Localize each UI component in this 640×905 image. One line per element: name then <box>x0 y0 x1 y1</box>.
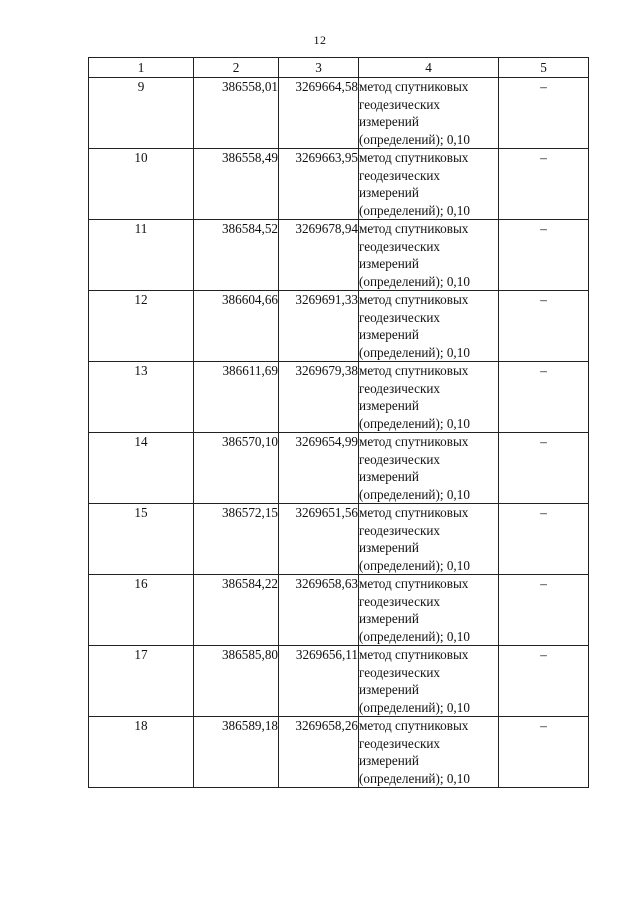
x-coordinate-cell: 386589,18 <box>194 717 279 788</box>
coordinates-table <box>88 57 589 788</box>
method-line: геодезических <box>359 522 441 538</box>
method-line: метод спутниковых <box>359 221 469 236</box>
method-line: метод спутниковых <box>359 434 469 449</box>
method-line: (определений); 0,10 <box>359 770 470 786</box>
x-coordinate-cell: 386584,52 <box>194 220 279 291</box>
y-coordinate-cell: 3269691,33 <box>279 291 359 362</box>
method-line: геодезических <box>359 309 441 325</box>
table-header <box>89 58 589 78</box>
description-cell: – <box>499 717 589 788</box>
method-line: метод спутниковых <box>359 363 469 378</box>
method-line: геодезических <box>359 735 441 751</box>
point-number-cell: 12 <box>89 291 194 362</box>
method-line: (определений); 0,10 <box>359 344 470 360</box>
method-line: измерений <box>359 185 419 200</box>
method-line: метод спутниковых <box>359 576 469 591</box>
method-line: (определений); 0,10 <box>359 131 470 147</box>
y-coordinate-cell: 3269679,38 <box>279 362 359 433</box>
method-line: метод спутниковых <box>359 79 469 94</box>
method-line: измерений <box>359 114 419 129</box>
method-line: измерений <box>359 753 419 768</box>
method-cell <box>359 717 499 788</box>
y-coordinate-cell: 3269678,94 <box>279 220 359 291</box>
method-line: (определений); 0,10 <box>359 202 470 218</box>
method-line: метод спутниковых <box>359 505 469 520</box>
method-line: (определений); 0,10 <box>359 273 470 289</box>
description-cell: – <box>499 220 589 291</box>
method-line: геодезических <box>359 593 441 609</box>
method-cell <box>359 504 499 575</box>
method-line: измерений <box>359 469 419 484</box>
description-cell: – <box>499 504 589 575</box>
method-cell <box>359 433 499 504</box>
method-line: метод спутниковых <box>359 647 469 662</box>
method-line: измерений <box>359 327 419 342</box>
method-line: метод спутниковых <box>359 718 469 733</box>
method-cell <box>359 149 499 220</box>
table-row <box>89 575 589 646</box>
point-number-cell: 18 <box>89 717 194 788</box>
y-coordinate-cell: 3269654,99 <box>279 433 359 504</box>
method-line: геодезических <box>359 96 441 112</box>
method-cell <box>359 646 499 717</box>
header-col-1: 1 <box>89 58 194 78</box>
method-line: метод спутниковых <box>359 150 469 165</box>
method-line: (определений); 0,10 <box>359 557 470 573</box>
x-coordinate-cell: 386558,49 <box>194 149 279 220</box>
table-row <box>89 362 589 433</box>
point-number-cell: 17 <box>89 646 194 717</box>
x-coordinate-cell: 386558,01 <box>194 78 279 149</box>
table-body <box>89 78 589 788</box>
table-row <box>89 149 589 220</box>
point-number-cell: 16 <box>89 575 194 646</box>
description-cell: – <box>499 362 589 433</box>
method-line: (определений); 0,10 <box>359 415 470 431</box>
method-line: измерений <box>359 398 419 413</box>
description-cell: – <box>499 291 589 362</box>
method-line: измерений <box>359 611 419 626</box>
method-line: метод спутниковых <box>359 292 469 307</box>
y-coordinate-cell: 3269664,58 <box>279 78 359 149</box>
method-line: геодезических <box>359 167 441 183</box>
x-coordinate-cell: 386572,15 <box>194 504 279 575</box>
header-row <box>89 58 589 78</box>
x-coordinate-cell: 386585,80 <box>194 646 279 717</box>
method-cell <box>359 78 499 149</box>
point-number-cell: 14 <box>89 433 194 504</box>
x-coordinate-cell: 386611,69 <box>194 362 279 433</box>
header-col-2: 2 <box>194 58 279 78</box>
x-coordinate-cell: 386604,66 <box>194 291 279 362</box>
method-line: измерений <box>359 682 419 697</box>
description-cell: – <box>499 433 589 504</box>
table-row <box>89 433 589 504</box>
method-cell <box>359 362 499 433</box>
table-row <box>89 504 589 575</box>
y-coordinate-cell: 3269651,56 <box>279 504 359 575</box>
method-line: (определений); 0,10 <box>359 699 470 715</box>
method-cell <box>359 575 499 646</box>
x-coordinate-cell: 386570,10 <box>194 433 279 504</box>
description-cell: – <box>499 646 589 717</box>
description-cell: – <box>499 575 589 646</box>
method-line: (определений); 0,10 <box>359 628 470 644</box>
description-cell: – <box>499 78 589 149</box>
method-line: измерений <box>359 540 419 555</box>
point-number-cell: 9 <box>89 78 194 149</box>
method-cell <box>359 220 499 291</box>
y-coordinate-cell: 3269658,63 <box>279 575 359 646</box>
y-coordinate-cell: 3269663,95 <box>279 149 359 220</box>
table-row <box>89 646 589 717</box>
y-coordinate-cell: 3269656,11 <box>279 646 359 717</box>
page-number: 12 <box>313 33 327 47</box>
y-coordinate-cell: 3269658,26 <box>279 717 359 788</box>
method-line: геодезических <box>359 664 441 680</box>
point-number-cell: 15 <box>89 504 194 575</box>
method-line: (определений); 0,10 <box>359 486 470 502</box>
method-line: измерений <box>359 256 419 271</box>
table-row <box>89 220 589 291</box>
table-row <box>89 291 589 362</box>
point-number-cell: 13 <box>89 362 194 433</box>
method-cell <box>359 291 499 362</box>
method-line: геодезических <box>359 451 441 467</box>
method-line: геодезических <box>359 380 441 396</box>
point-number-cell: 11 <box>89 220 194 291</box>
header-col-4: 4 <box>359 58 499 78</box>
description-cell: – <box>499 149 589 220</box>
method-line: геодезических <box>359 238 441 254</box>
header-col-3: 3 <box>279 58 359 78</box>
x-coordinate-cell: 386584,22 <box>194 575 279 646</box>
point-number-cell: 10 <box>89 149 194 220</box>
table-row <box>89 78 589 149</box>
header-col-5: 5 <box>499 58 589 78</box>
table-row <box>89 717 589 788</box>
